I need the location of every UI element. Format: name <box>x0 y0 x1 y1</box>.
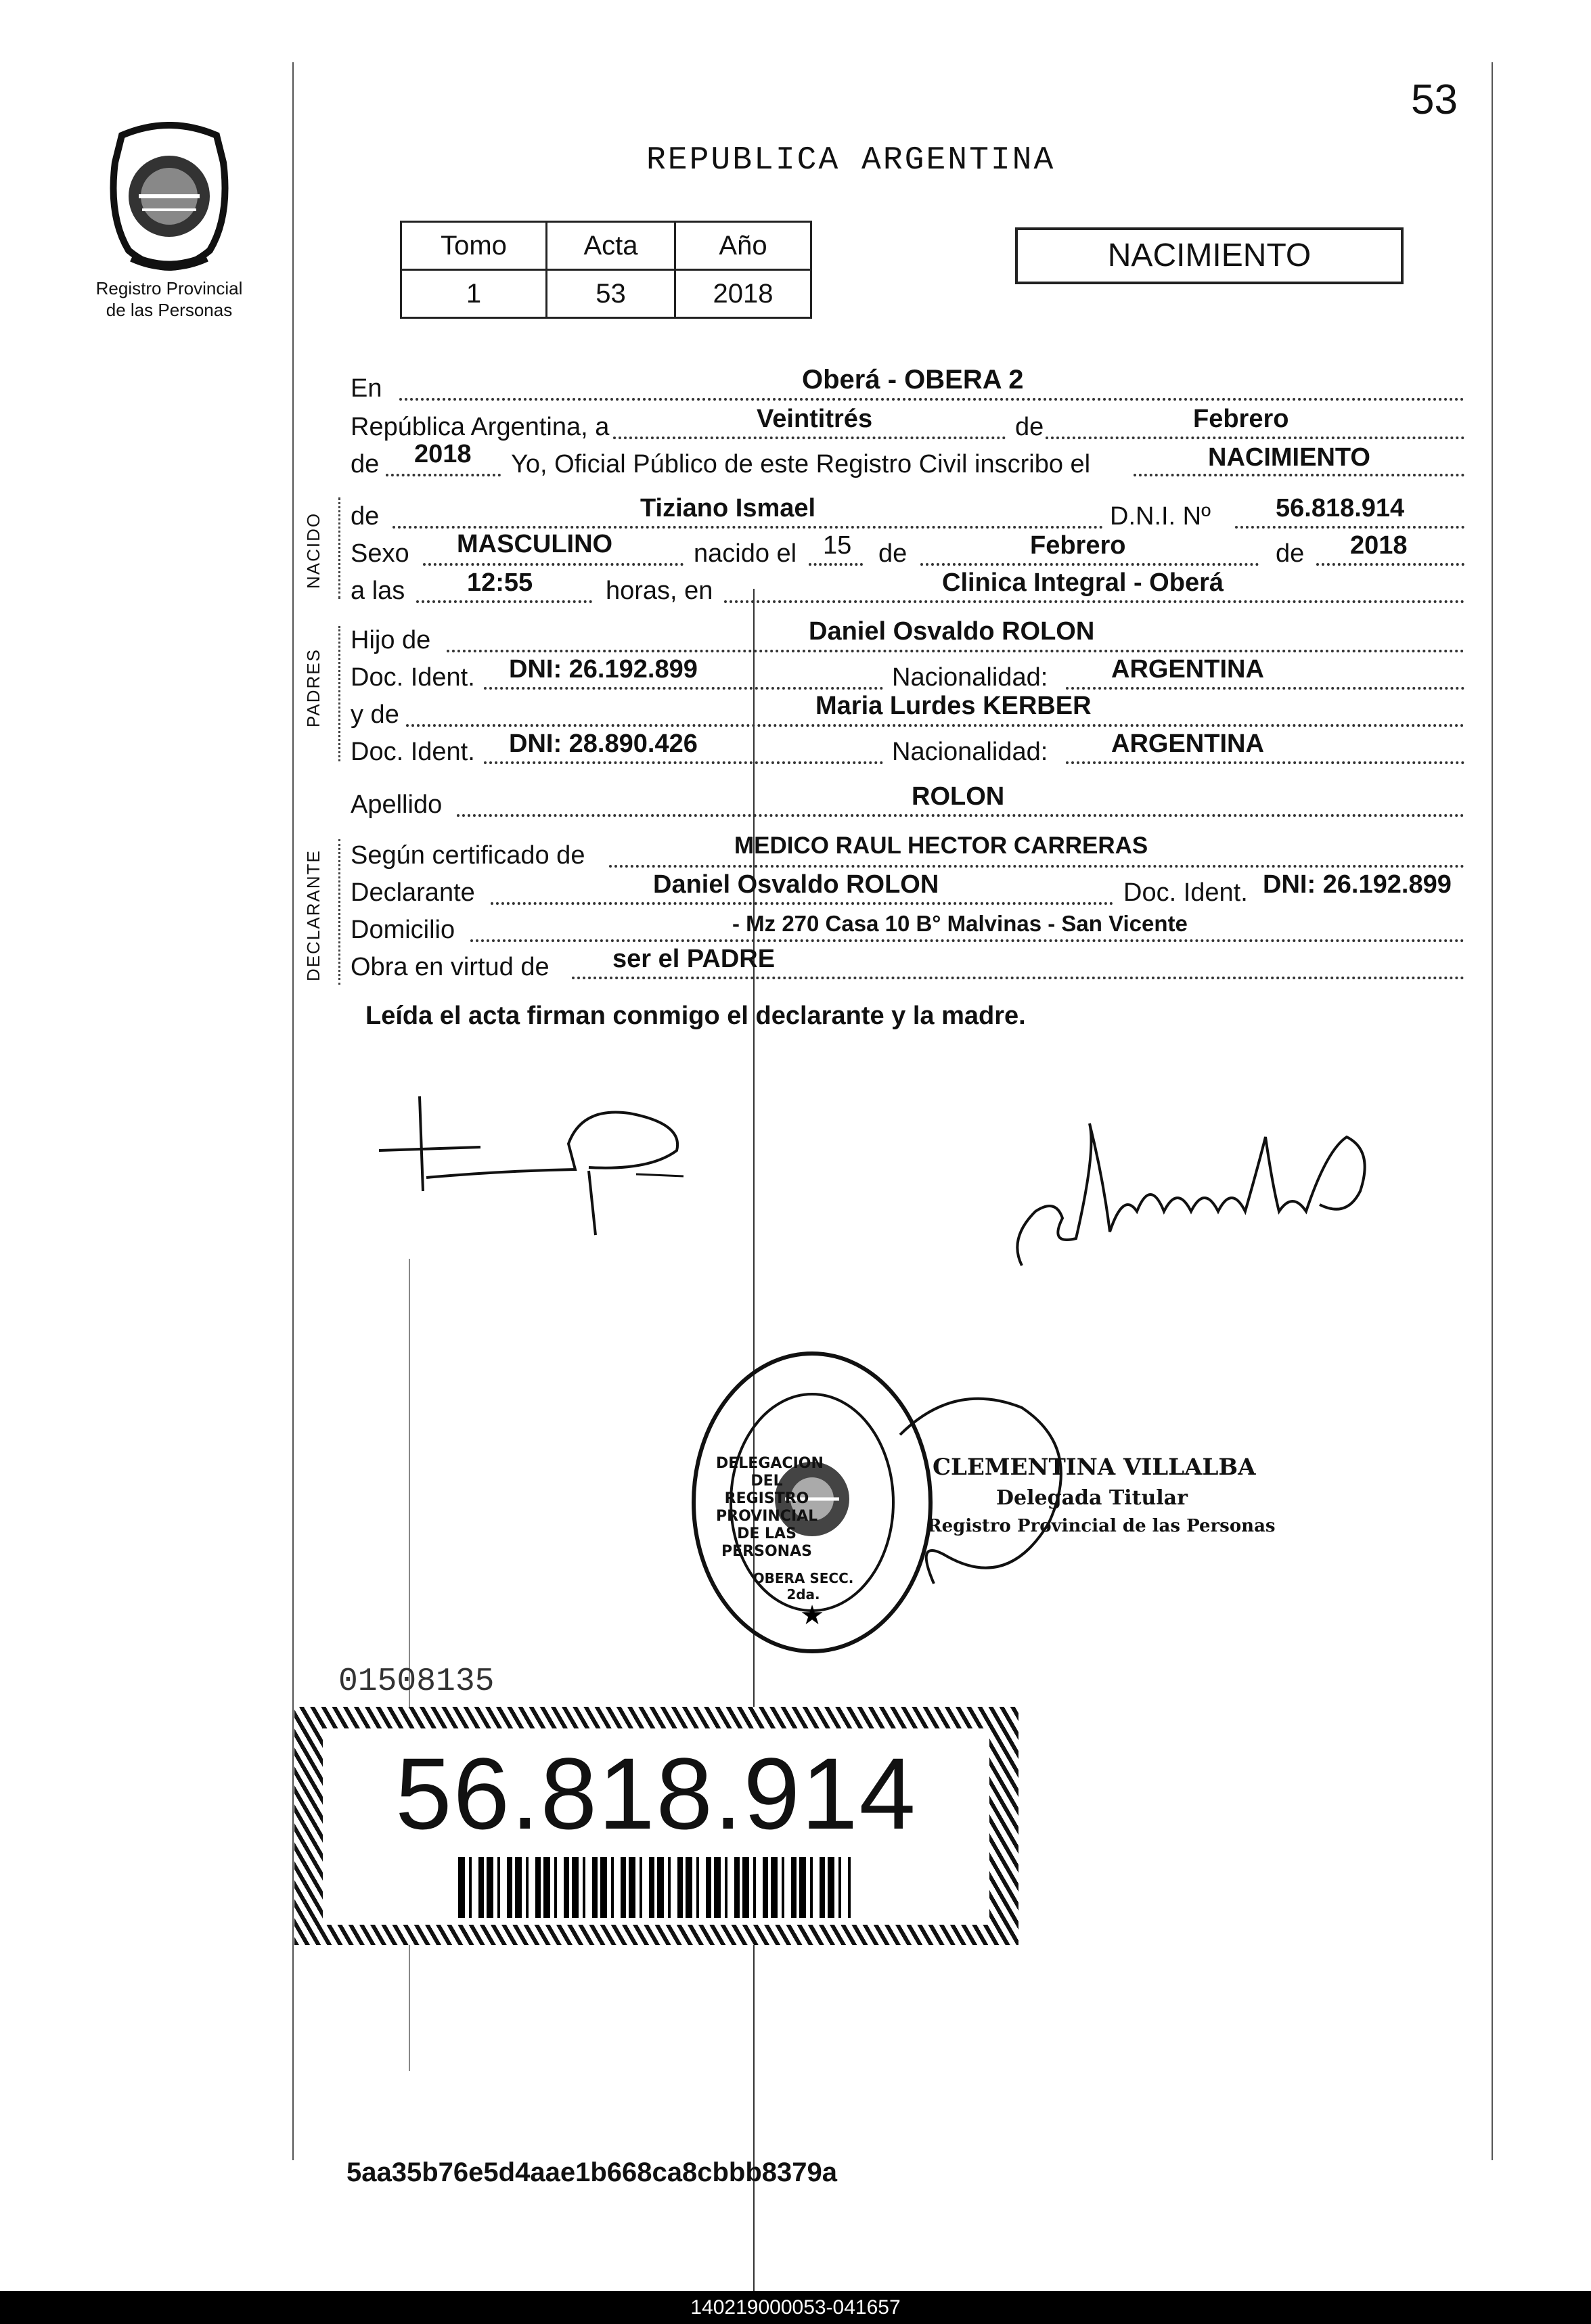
label-nacionalidad-madre: Nacionalidad: <box>892 738 1048 766</box>
closing-statement: Leída el acta firman conmigo el declarante y la madre. <box>365 1002 1026 1030</box>
value-declarante: Daniel Osvaldo ROLON <box>653 870 939 899</box>
label-horas-en: horas, en <box>606 577 713 605</box>
officer-title: Delegada Titular <box>996 1486 1188 1510</box>
bracket-nacido <box>338 497 342 599</box>
label-domicilio: Domicilio <box>351 916 455 944</box>
value-padre: Daniel Osvaldo ROLON <box>809 617 1095 646</box>
label-doc-ident-decl: Doc. Ident. <box>1123 878 1248 907</box>
value-declarante-dni: DNI: 26.192.899 <box>1263 870 1452 899</box>
dots-lugar-nac <box>724 600 1464 603</box>
value-anio-inscripcion: 2018 <box>414 440 472 468</box>
label-a-las: a las <box>351 577 405 605</box>
value-nombre: Tiziano Ismael <box>640 494 816 522</box>
value-anio-nac: 2018 <box>1350 531 1408 560</box>
dots-madre-nac <box>1066 761 1464 764</box>
value-certificado: MEDICO RAUL HECTOR CARRERAS <box>734 832 1148 859</box>
tomo-acta-anio-table <box>400 221 812 319</box>
dots-padre-nac <box>1066 687 1464 690</box>
tomo-value: 1 <box>401 270 547 318</box>
dots-apellido <box>457 814 1464 817</box>
anio-header: Año <box>675 222 811 270</box>
dots-domicilio <box>470 939 1464 942</box>
record-type-box <box>1015 227 1404 284</box>
value-madre-nac: ARGENTINA <box>1111 730 1264 758</box>
dots-padre <box>447 650 1464 652</box>
value-en-virtud: ser el PADRE <box>612 945 776 973</box>
dots-dni <box>1235 526 1464 529</box>
dots-dia <box>613 437 1006 439</box>
dots-tipo <box>1134 474 1464 476</box>
tomo-header: Tomo <box>401 222 547 270</box>
label-nacido-el: nacido el <box>694 539 797 568</box>
dots-dia-nac <box>809 563 863 566</box>
left-margin-line <box>292 62 294 2160</box>
label-en: En <box>351 374 382 403</box>
value-mes-nac: Febrero <box>1030 531 1126 560</box>
dots-hora <box>416 600 592 603</box>
label-yo-oficial: Yo, Oficial Público de este Registro Civil inscribo el <box>511 450 1091 478</box>
officer-name: CLEMENTINA VILLALBA <box>933 1454 1256 1481</box>
label-dni: D.N.I. Nº <box>1110 502 1211 531</box>
label-doc-ident-madre: Doc. Ident. <box>351 738 475 766</box>
dots-en <box>399 398 1464 401</box>
label-declarante: Declarante <box>351 878 475 907</box>
dots-padre-dni <box>484 687 883 690</box>
stamp-ring-text-label: DELEGACION DEL REGISTRO PROVINCIAL DE LAS PERSONAS <box>716 1455 824 1560</box>
document-hash: 5aa35b76e5d4aae1b668ca8cbbb8379a <box>346 2158 837 2187</box>
anio-value: 2018 <box>675 270 811 318</box>
right-margin-line <box>1492 62 1493 2160</box>
registry-name-line2: de las Personas <box>106 300 233 320</box>
value-lugar: Oberá - OBERA 2 <box>802 365 1024 395</box>
svg-text:★: ★ <box>800 1600 824 1631</box>
barcode-icon <box>458 1857 851 1918</box>
dots-mes <box>1046 437 1464 439</box>
dots-anio <box>386 474 501 476</box>
value-tipo-inscripcion: NACIMIENTO <box>1208 443 1370 472</box>
dots-en-virtud <box>572 977 1464 979</box>
label-de-anio: de <box>351 450 380 478</box>
label-de-mes: de <box>1015 413 1044 441</box>
officer-org: Registro Provincial de las Personas <box>927 1516 1276 1536</box>
label-nacionalidad-padre: Nacionalidad: <box>892 663 1048 692</box>
value-hora: 12:55 <box>467 568 533 597</box>
dni-barcode-label <box>294 1707 1018 1945</box>
acta-value: 53 <box>547 270 675 318</box>
value-dni: 56.818.914 <box>1276 494 1405 522</box>
country-title: REPUBLICA ARGENTINA <box>646 142 1056 179</box>
label-republica: República Argentina, a <box>351 413 610 441</box>
dots-declarante <box>491 902 1113 905</box>
value-padre-nac: ARGENTINA <box>1111 655 1264 684</box>
dots-nombre <box>393 526 1103 529</box>
dots-madre-dni <box>484 761 883 764</box>
label-segun-certificado: Según certificado de <box>351 841 585 870</box>
record-type: NACIMIENTO <box>1107 238 1312 273</box>
label-obra-en-virtud: Obra en virtud de <box>351 953 550 981</box>
section-label-declarante: DECLARANTE <box>303 849 323 981</box>
page-number: 53 <box>1411 76 1458 123</box>
signature-oficial <box>1008 1110 1387 1279</box>
registry-name-line1: Registro Provincial <box>95 278 243 298</box>
acta-header: Acta <box>547 222 675 270</box>
dni-barcode-inner <box>323 1728 989 1925</box>
label-hijo-de: Hijo de <box>351 626 431 654</box>
registry-name <box>74 277 264 321</box>
dots-certificado <box>609 865 1464 868</box>
value-madre: Maria Lurdes KERBER <box>815 692 1092 720</box>
stamp-inner-text: OBERA SECC. 2da. <box>753 1570 854 1603</box>
value-lugar-nac: Clinica Integral - Oberá <box>942 568 1224 597</box>
value-mes-inscripcion: Febrero <box>1193 405 1289 433</box>
label-doc-ident-padre: Doc. Ident. <box>351 663 475 692</box>
value-madre-dni: DNI: 28.890.426 <box>509 730 698 758</box>
label-apellido: Apellido <box>351 790 443 819</box>
value-apellido: ROLON <box>912 782 1005 811</box>
footer-code: 140219000053-041657 <box>690 2296 901 2319</box>
section-label-nacido: NACIDO <box>303 512 323 589</box>
dots-mes-nac <box>920 563 1259 566</box>
label-sexo: Sexo <box>351 539 409 568</box>
signature-declarante <box>365 1090 717 1245</box>
serial-number: 01508135 <box>338 1663 495 1700</box>
value-padre-dni: DNI: 26.192.899 <box>509 655 698 684</box>
label-de-nac-mes: de <box>878 539 907 568</box>
value-domicilio: - Mz 270 Casa 10 B° Malvinas - San Vicente <box>732 911 1188 936</box>
label-de-nac-anio: de <box>1276 539 1305 568</box>
bracket-padres <box>338 626 342 761</box>
bracket-declarante <box>338 839 342 985</box>
dni-barcode-number: 56.818.914 <box>395 1737 917 1850</box>
label-y-de: y de <box>351 700 399 729</box>
stamp-ring-text <box>716 1455 824 1561</box>
dots-sexo <box>423 563 684 566</box>
label-de-nombre: de <box>351 502 380 531</box>
value-sexo: MASCULINO <box>457 530 613 558</box>
footer-bar <box>0 2291 1591 2324</box>
province-seal-icon <box>102 122 237 277</box>
dots-anio-nac <box>1316 563 1464 566</box>
section-label-padres: PADRES <box>303 648 323 728</box>
value-dia-inscripcion: Veintitrés <box>757 405 873 433</box>
dots-madre <box>406 724 1464 727</box>
value-dia-nac: 15 <box>823 531 852 560</box>
